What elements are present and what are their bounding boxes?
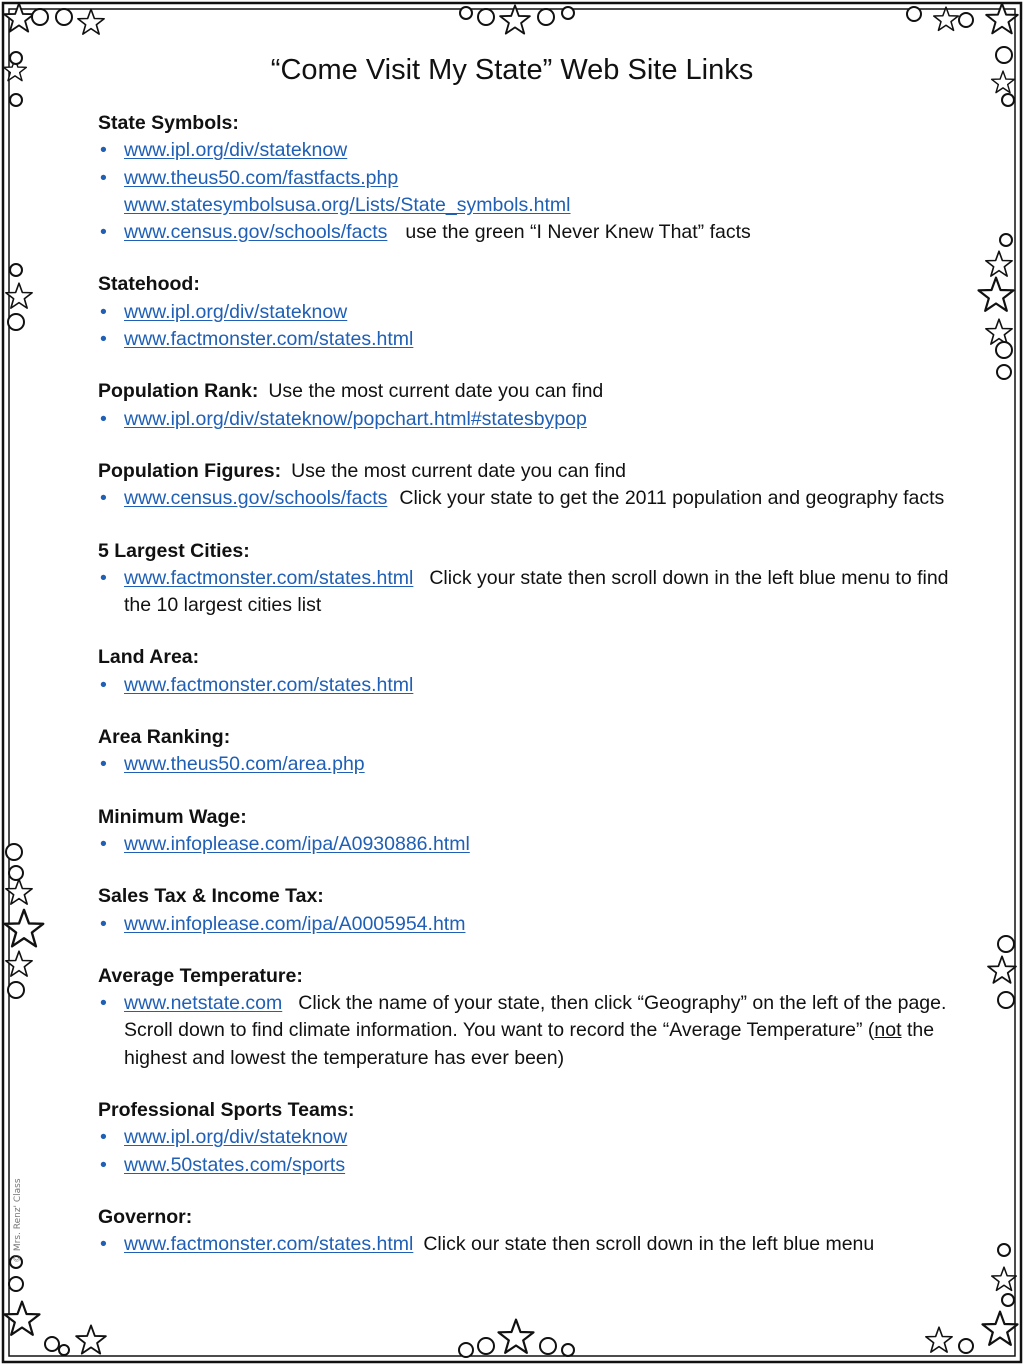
section-sports-teams	[98, 1097, 978, 1179]
list-item	[98, 1231, 978, 1258]
section-statehood	[98, 271, 978, 353]
link[interactable]: www.infoplease.com/ipa/A0930886.html	[124, 832, 470, 855]
copyright-credit	[13, 1165, 27, 1265]
list-item	[98, 1124, 978, 1151]
list-item	[98, 406, 978, 433]
page-title: “Come Visit My State” Web Site Links	[270, 54, 754, 86]
link[interactable]: www.factmonster.com/states.html	[124, 1233, 414, 1256]
item-note-emphasis: not	[874, 1019, 902, 1042]
section-sales-tax	[98, 883, 978, 938]
section-heading-row	[98, 378, 978, 405]
bullet-icon: •	[100, 1126, 107, 1149]
section-heading: 5 Largest Cities:	[98, 539, 250, 562]
list-item	[98, 485, 978, 512]
section-heading: Sales Tax & Income Tax:	[98, 885, 324, 908]
link[interactable]: www.census.gov/schools/facts	[124, 221, 388, 244]
link[interactable]: www.factmonster.com/states.html	[124, 673, 414, 696]
list-item	[98, 565, 978, 620]
section-note: Use the most current date you can find	[291, 459, 627, 482]
bullet-icon: •	[100, 1153, 107, 1176]
item-note: Click your state to get the 2011 population and geography facts	[399, 487, 945, 510]
link[interactable]: www.netstate.com	[124, 992, 283, 1015]
list-item	[98, 192, 978, 219]
bullet-icon: •	[100, 139, 107, 162]
section-population-figures	[98, 458, 978, 513]
bullet-icon: •	[100, 487, 107, 510]
link[interactable]: www.statesymbolsusa.org/Lists/State_symbols.html	[124, 193, 571, 216]
link[interactable]: www.factmonster.com/states.html	[124, 566, 414, 589]
section-heading: Statehood:	[98, 273, 200, 296]
section-average-temperature	[98, 963, 978, 1072]
bullet-icon: •	[100, 166, 107, 189]
section-heading: Average Temperature:	[98, 964, 303, 987]
list-item	[98, 751, 978, 778]
list-item	[98, 831, 978, 858]
section-heading: Governor:	[98, 1205, 193, 1228]
item-note: Click your state then scroll down in the left blue menu to find the 10 largest cities list	[124, 566, 949, 617]
section-largest-cities	[98, 538, 978, 620]
list-item	[98, 137, 978, 164]
section-heading: Area Ranking:	[98, 726, 231, 749]
item-note: Click the name of your state, then click “Geography” on the left of the page. Scroll down to find climate information. You want to record the “Average Temperature” (	[124, 992, 947, 1042]
bullet-icon: •	[100, 753, 107, 776]
link[interactable]: www.ipl.org/div/stateknow	[124, 139, 348, 162]
item-note-tail: the highest and lowest the temperature has ever been)	[124, 1019, 935, 1069]
link[interactable]: www.ipl.org/div/stateknow	[124, 300, 348, 323]
bullet-icon: •	[100, 328, 107, 351]
bullet-icon: •	[100, 912, 107, 935]
section-minimum-wage	[98, 804, 978, 859]
credit-text: © Mrs. Renz' Class	[13, 1178, 23, 1263]
link[interactable]: www.ipl.org/div/stateknow/popchart.html#statesbypop	[124, 407, 587, 430]
link[interactable]: www.factmonster.com/states.html	[124, 328, 414, 351]
link[interactable]: www.infoplease.com/ipa/A0005954.htm	[124, 912, 466, 935]
bullet-icon: •	[100, 832, 107, 855]
section-note: Use the most current date you can find	[268, 380, 604, 403]
section-state-symbols	[98, 110, 978, 246]
bullet-icon: •	[100, 673, 107, 696]
section-area-ranking	[98, 724, 978, 779]
link-list	[98, 110, 978, 1284]
list-item	[98, 911, 978, 938]
bullet-icon: •	[100, 300, 107, 323]
section-governor	[98, 1204, 978, 1259]
bullet-icon: •	[100, 407, 107, 430]
list-item	[98, 165, 978, 192]
section-heading: Population Rank:	[98, 380, 259, 403]
list-item	[98, 299, 978, 326]
section-heading: Professional Sports Teams:	[98, 1099, 355, 1122]
link[interactable]: www.ipl.org/div/stateknow	[124, 1126, 348, 1149]
section-heading: Land Area:	[98, 646, 200, 669]
section-land-area	[98, 644, 978, 699]
list-item	[98, 672, 978, 699]
bullet-icon: •	[100, 221, 107, 244]
item-note: Click our state then scroll down in the left blue menu	[423, 1233, 875, 1256]
link[interactable]: www.census.gov/schools/facts	[124, 487, 388, 510]
link[interactable]: www.theus50.com/area.php	[124, 753, 365, 776]
item-note: use the green “I Never Knew That” facts	[405, 221, 751, 244]
bullet-icon: •	[100, 992, 107, 1015]
list-item	[98, 219, 978, 246]
bullet-icon: •	[100, 566, 107, 589]
section-population-rank	[98, 378, 978, 433]
section-heading-row	[98, 458, 978, 485]
list-item	[98, 326, 978, 353]
link[interactable]: www.50states.com/sports	[124, 1153, 346, 1176]
list-item	[98, 1152, 978, 1179]
section-heading: State Symbols:	[98, 112, 239, 134]
bullet-icon: •	[100, 1233, 107, 1256]
list-item	[98, 990, 978, 1072]
section-heading: Population Figures:	[98, 459, 282, 482]
section-heading: Minimum Wage:	[98, 805, 247, 828]
link[interactable]: www.theus50.com/fastfacts.php	[124, 166, 399, 189]
